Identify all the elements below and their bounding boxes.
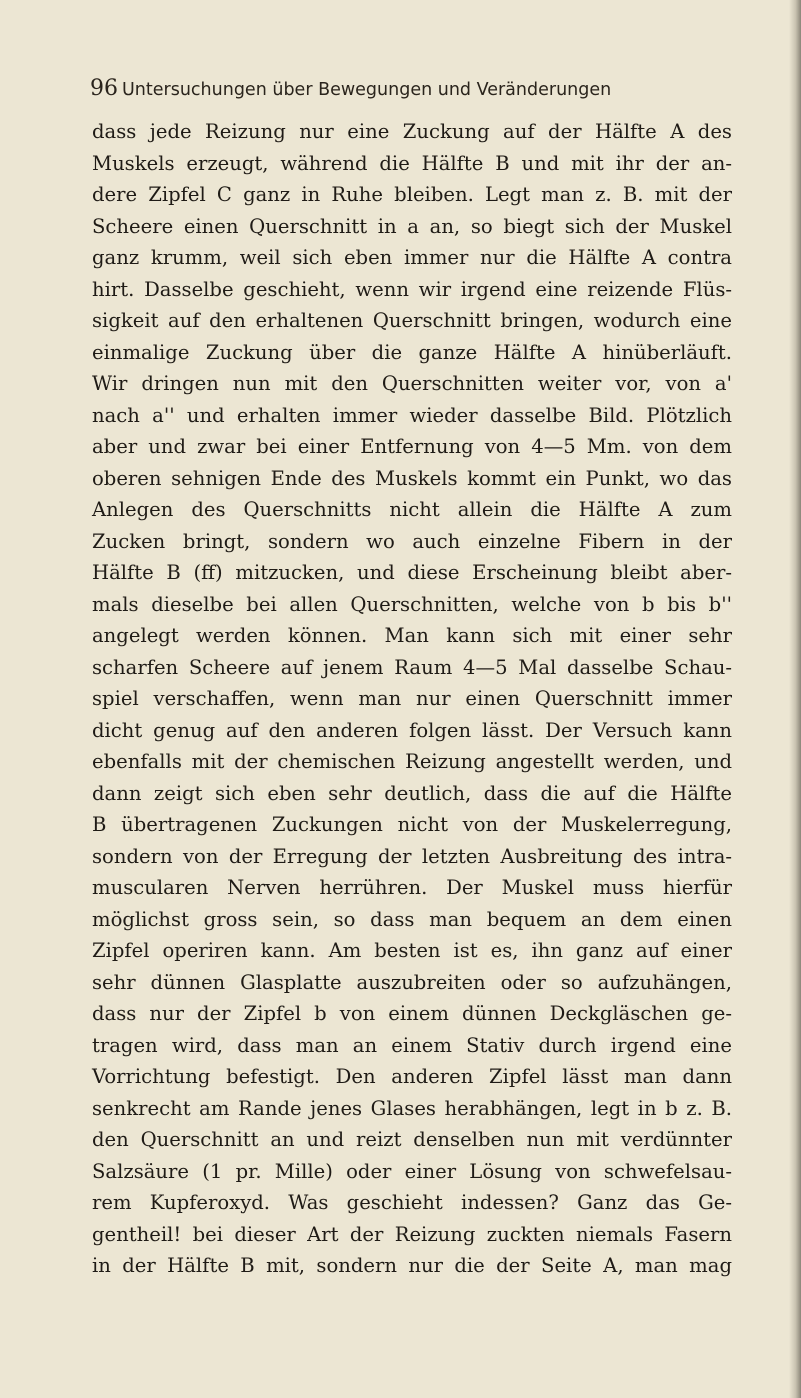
- page-header: [90, 74, 710, 108]
- text-line: dass nur der Zipfel b von einem dünnen Deckgläschen ge-: [92, 1002, 732, 1025]
- text-line: B übertragenen Zuckungen nicht von der Muskelerregung,: [92, 813, 732, 836]
- text-line: dere Zipfel C ganz in Ruhe bleiben. Legt man z. B. mit der: [92, 183, 732, 206]
- text-line: ganz krumm, weil sich eben immer nur die Hälfte A contra: [92, 246, 732, 269]
- text-line: aber und zwar bei einer Entfernung von 4—5 Mm. von dem: [92, 435, 732, 458]
- text-line: einmalige Zuckung über die ganze Hälfte A hinüberläuft.: [92, 340, 732, 364]
- text-line: dann zeigt sich eben sehr deutlich, dass die auf die Hälfte: [92, 781, 732, 805]
- text-line: in der Hälfte B mit, sondern nur die der Seite A, man mag: [92, 1254, 732, 1277]
- text-line: Anlegen des Querschnitts nicht allein die Hälfte A zum: [92, 498, 732, 521]
- text-line: nach a'' und erhalten immer wieder dasselbe Bild. Plötzlich: [92, 403, 732, 427]
- text-line: dicht genug auf den anderen folgen lässt. Der Versuch kann: [92, 718, 732, 742]
- text-line: Muskels erzeugt, während die Hälfte B und mit ihr der an-: [92, 151, 732, 175]
- text-line: angelegt werden können. Man kann sich mit einer sehr: [92, 624, 732, 647]
- body-paragraph: [92, 116, 732, 1282]
- text-line: scharfen Scheere auf jenem Raum 4—5 Mal dasselbe Schau-: [92, 655, 732, 679]
- text-line: muscularen Nerven herrühren. Der Muskel muss hierfür: [92, 876, 732, 899]
- running-head: Untersuchungen über Bewegungen und Veränderungen: [122, 80, 612, 100]
- text-line: möglichst gross sein, so dass man bequem an dem einen: [92, 907, 732, 931]
- text-line: sigkeit auf den erhaltenen Querschnitt bringen, wodurch eine: [92, 309, 732, 332]
- text-line: oberen sehnigen Ende des Muskels kommt ein Punkt, wo das: [92, 466, 732, 490]
- text-line: Hälfte B (ff) mitzucken, und diese Erscheinung bleibt aber-: [92, 561, 732, 584]
- text-line: hirt. Dasselbe geschieht, wenn wir irgend eine reizende Flüs-: [92, 277, 732, 301]
- text-line: Zipfel operiren kann. Am besten ist es, ihn ganz auf einer: [92, 939, 732, 962]
- text-line: dass jede Reizung nur eine Zuckung auf der Hälfte A des: [92, 120, 732, 143]
- text-line: tragen wird, dass man an einem Stativ durch irgend eine: [92, 1033, 732, 1057]
- text-line: Salzsäure (1 pr. Mille) oder einer Lösung von schwefelsau-: [92, 1159, 732, 1183]
- text-line: ebenfalls mit der chemischen Reizung angestellt werden, und: [92, 750, 732, 773]
- text-line: rem Kupferoxyd. Was geschieht indessen? Ganz das Ge-: [92, 1191, 732, 1214]
- text-line: den Querschnitt an und reizt denselben nun mit verdünnter: [92, 1128, 732, 1151]
- text-line: senkrecht am Rande jenes Glases herabhängen, legt in b z. B.: [92, 1096, 732, 1120]
- page-number: 96: [90, 76, 118, 101]
- text-line: sehr dünnen Glasplatte auszubreiten oder so aufzuhängen,: [92, 970, 732, 994]
- text-line: Scheere einen Querschnitt in a an, so biegt sich der Muskel: [92, 214, 732, 238]
- text-line: spiel verschaffen, wenn man nur einen Querschnitt immer: [92, 687, 732, 710]
- text-line: sondern von der Erregung der letzten Ausbreitung des intra-: [92, 844, 732, 868]
- text-line: mals dieselbe bei allen Querschnitten, welche von b bis b'': [92, 592, 732, 616]
- text-line: Vorrichtung befestigt. Den anderen Zipfel lässt man dann: [92, 1065, 732, 1088]
- text-line: Zucken bringt, sondern wo auch einzelne Fibern in der: [92, 529, 732, 553]
- page-edge-shadow: [789, 0, 801, 1398]
- text-line: Wir dringen nun mit den Querschnitten weiter vor, von a': [92, 372, 732, 395]
- text-line: gentheil! bei dieser Art der Reizung zuckten niemals Fasern: [92, 1222, 732, 1246]
